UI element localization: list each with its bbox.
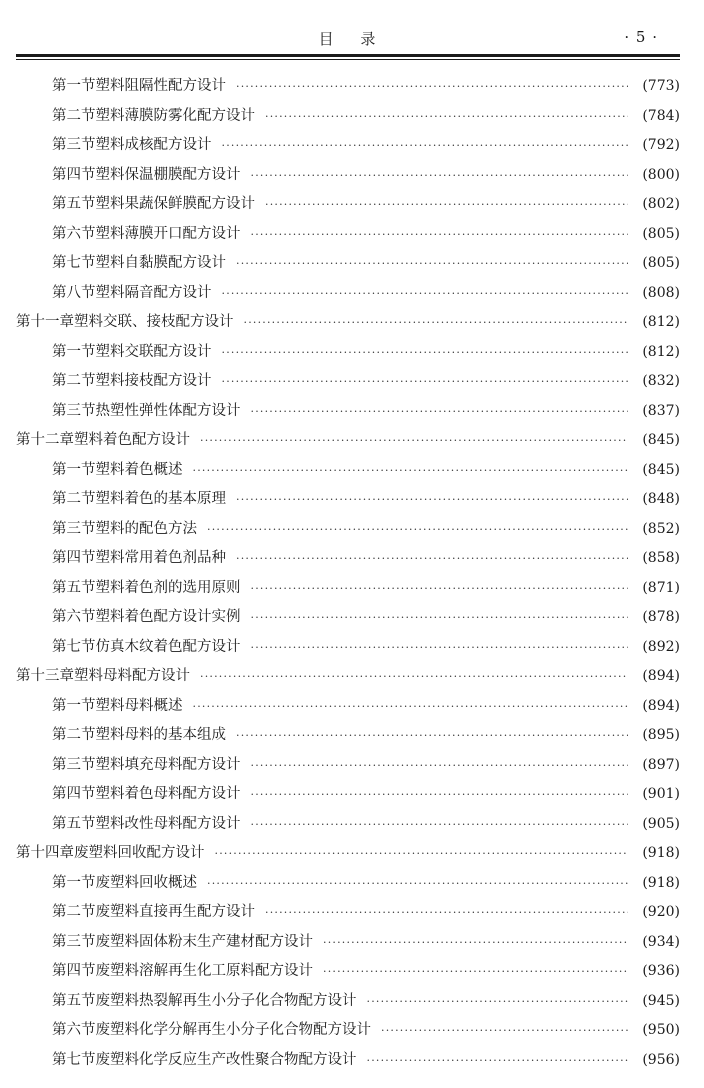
toc-section-entry[interactable] bbox=[16, 338, 680, 368]
dot-leader bbox=[222, 131, 629, 161]
toc-section-entry[interactable] bbox=[16, 397, 680, 427]
dot-leader bbox=[381, 1016, 628, 1046]
toc-section-entry[interactable] bbox=[16, 102, 680, 132]
entry-number: 第四节 bbox=[52, 550, 96, 566]
dot-leader bbox=[367, 987, 629, 1017]
entry-number: 第五节 bbox=[52, 196, 96, 212]
entry-number: 第五节 bbox=[52, 992, 96, 1009]
entry-title: 塑料母料概述 bbox=[95, 697, 183, 714]
toc-section-entry[interactable] bbox=[16, 692, 680, 722]
dot-leader bbox=[207, 515, 628, 545]
toc-section-entry[interactable] bbox=[16, 161, 680, 191]
entry-page: (784) bbox=[642, 107, 680, 124]
entry-title: 废塑料回收概述 bbox=[95, 874, 197, 891]
entry-title: 仿真木纹着色配方设计 bbox=[95, 638, 241, 655]
entry-page: (802) bbox=[642, 196, 680, 212]
entry-title: 塑料隔音配方设计 bbox=[95, 284, 212, 301]
entry-title: 废塑料回收配方设计 bbox=[74, 845, 205, 861]
entry-number: 第三节 bbox=[52, 402, 96, 419]
entry-number: 第四节 bbox=[52, 166, 96, 183]
entry-page: (773) bbox=[642, 78, 680, 94]
dot-leader bbox=[251, 161, 629, 191]
entry-number: 第四节 bbox=[52, 963, 96, 979]
entry-page: (812) bbox=[642, 314, 680, 330]
entry-title: 塑料改性母料配方设计 bbox=[95, 815, 241, 832]
entry-number: 第一节 bbox=[52, 78, 96, 94]
entry-number: 第一节 bbox=[52, 874, 96, 891]
toc-chapter-entry[interactable] bbox=[16, 426, 680, 456]
entry-page: (934) bbox=[642, 933, 680, 950]
dot-leader bbox=[207, 869, 628, 899]
toc-section-entry[interactable] bbox=[16, 898, 680, 928]
entry-page: (945) bbox=[642, 992, 680, 1009]
entry-title: 塑料着色配方设计实例 bbox=[95, 609, 241, 625]
entry-page: (905) bbox=[642, 815, 680, 832]
header-rule-thick bbox=[16, 54, 680, 57]
toc-section-entry[interactable] bbox=[16, 957, 680, 987]
toc-section-entry[interactable] bbox=[16, 544, 680, 574]
entry-number: 第二节 bbox=[52, 727, 96, 743]
entry-number: 第三节 bbox=[52, 137, 96, 153]
toc-section-entry[interactable] bbox=[16, 220, 680, 250]
entry-page: (852) bbox=[642, 520, 680, 537]
entry-page: (871) bbox=[642, 579, 680, 596]
running-header bbox=[16, 28, 680, 52]
dot-leader bbox=[265, 898, 628, 928]
toc-section-entry[interactable] bbox=[16, 279, 680, 309]
entry-page: (918) bbox=[642, 874, 680, 891]
dot-leader bbox=[215, 839, 629, 869]
entry-page: (936) bbox=[642, 963, 680, 979]
entry-page: (894) bbox=[642, 697, 680, 714]
entry-title: 塑料阻隔性配方设计 bbox=[95, 78, 226, 94]
entry-page: (792) bbox=[642, 137, 680, 153]
entry-title: 塑料交联配方设计 bbox=[95, 343, 212, 360]
toc-section-entry[interactable] bbox=[16, 1016, 680, 1046]
entry-page: (832) bbox=[642, 373, 680, 389]
entry-number: 第七节 bbox=[52, 255, 96, 271]
dot-leader bbox=[323, 928, 628, 958]
dot-leader bbox=[265, 102, 628, 132]
entry-number: 第二节 bbox=[52, 491, 96, 507]
entry-title: 塑料母料的基本组成 bbox=[95, 727, 226, 743]
entry-number: 第三节 bbox=[52, 756, 96, 773]
dot-leader bbox=[236, 485, 628, 515]
entry-number: 第一节 bbox=[52, 697, 96, 714]
entry-page: (845) bbox=[642, 432, 680, 448]
entry-page: (956) bbox=[642, 1051, 680, 1068]
entry-page: (920) bbox=[642, 904, 680, 920]
entry-title: 塑料常用着色剂品种 bbox=[95, 550, 226, 566]
toc-section-entry[interactable] bbox=[16, 249, 680, 279]
dot-leader bbox=[200, 426, 628, 456]
dot-leader bbox=[251, 751, 629, 781]
dot-leader bbox=[251, 810, 629, 840]
entry-title: 塑料母料配方设计 bbox=[74, 668, 190, 684]
dot-leader bbox=[236, 249, 628, 279]
dot-leader bbox=[244, 308, 629, 338]
toc-section-entry[interactable] bbox=[16, 485, 680, 515]
toc-section-entry[interactable] bbox=[16, 574, 680, 604]
entry-number: 第二节 bbox=[52, 373, 96, 389]
entry-number: 第二节 bbox=[52, 107, 96, 124]
dot-leader bbox=[222, 367, 629, 397]
entry-number: 第六节 bbox=[52, 1022, 96, 1038]
entry-title: 废塑料溶解再生化工原料配方设计 bbox=[95, 963, 313, 979]
toc-section-entry[interactable] bbox=[16, 131, 680, 161]
dot-leader bbox=[200, 662, 628, 692]
entry-title: 塑料着色配方设计 bbox=[74, 432, 190, 448]
entry-number: 第六节 bbox=[52, 609, 96, 625]
entry-title: 塑料保温棚膜配方设计 bbox=[95, 166, 241, 183]
entry-page: (800) bbox=[642, 166, 680, 183]
entry-title: 塑料着色母料配方设计 bbox=[95, 786, 241, 802]
dot-leader bbox=[222, 279, 629, 309]
entry-number: 第八节 bbox=[52, 284, 96, 301]
entry-title: 塑料着色剂的选用原则 bbox=[95, 579, 241, 596]
entry-number: 第三节 bbox=[52, 520, 96, 537]
entry-page: (894) bbox=[642, 668, 680, 684]
toc-list bbox=[16, 72, 680, 1075]
entry-page: (897) bbox=[642, 756, 680, 773]
entry-title: 废塑料化学分解再生小分子化合物配方设计 bbox=[95, 1022, 371, 1038]
dot-leader bbox=[251, 603, 629, 633]
entry-page: (892) bbox=[642, 638, 680, 655]
entry-number: 第五节 bbox=[52, 579, 96, 596]
toc-section-entry[interactable] bbox=[16, 515, 680, 545]
entry-page: (812) bbox=[642, 343, 680, 360]
toc-chapter-entry[interactable] bbox=[16, 308, 680, 338]
toc-section-entry[interactable] bbox=[16, 603, 680, 633]
header-rule-thin bbox=[16, 59, 680, 60]
entry-page: (901) bbox=[642, 786, 680, 802]
toc-section-entry[interactable] bbox=[16, 1046, 680, 1076]
toc-section-entry[interactable] bbox=[16, 869, 680, 899]
entry-title: 废塑料化学反应生产改性聚合物配方设计 bbox=[95, 1051, 357, 1068]
toc-section-entry[interactable] bbox=[16, 810, 680, 840]
entry-page: (858) bbox=[642, 550, 680, 566]
toc-section-entry[interactable] bbox=[16, 633, 680, 663]
entry-number: 第十四章 bbox=[16, 845, 74, 861]
entry-page: (848) bbox=[642, 491, 680, 507]
toc-section-entry[interactable] bbox=[16, 721, 680, 751]
dot-leader bbox=[323, 957, 628, 987]
entry-number: 第一节 bbox=[52, 343, 96, 360]
entry-number: 第二节 bbox=[52, 904, 96, 920]
entry-title: 塑料的配色方法 bbox=[95, 520, 197, 537]
entry-page: (918) bbox=[642, 845, 680, 861]
dot-leader bbox=[367, 1046, 629, 1076]
entry-page: (805) bbox=[642, 255, 680, 271]
entry-number: 第七节 bbox=[52, 1051, 96, 1068]
entry-number: 第七节 bbox=[52, 638, 96, 655]
entry-title: 塑料着色的基本原理 bbox=[95, 491, 226, 507]
toc-section-entry[interactable] bbox=[16, 190, 680, 220]
toc-chapter-entry[interactable] bbox=[16, 839, 680, 869]
dot-leader bbox=[251, 397, 629, 427]
toc-section-entry[interactable] bbox=[16, 928, 680, 958]
dot-leader bbox=[236, 544, 628, 574]
toc-chapter-entry[interactable] bbox=[16, 662, 680, 692]
entry-title: 废塑料固体粉末生产建材配方设计 bbox=[95, 933, 313, 950]
entry-number: 第十二章 bbox=[16, 432, 74, 448]
entry-number: 第四节 bbox=[52, 786, 96, 802]
dot-leader bbox=[236, 721, 628, 751]
page-number: · 5 · bbox=[624, 28, 658, 46]
dot-leader bbox=[236, 72, 628, 102]
toc-section-entry[interactable] bbox=[16, 987, 680, 1017]
entry-title: 热塑性弹性体配方设计 bbox=[95, 402, 241, 419]
toc-section-entry[interactable] bbox=[16, 456, 680, 486]
dot-leader bbox=[193, 456, 629, 486]
dot-leader bbox=[251, 574, 629, 604]
entry-page: (845) bbox=[642, 461, 680, 478]
entry-title: 塑料薄膜防雾化配方设计 bbox=[95, 107, 255, 124]
toc-section-entry[interactable] bbox=[16, 72, 680, 102]
entry-number: 第五节 bbox=[52, 815, 96, 832]
dot-leader bbox=[251, 633, 629, 663]
entry-page: (878) bbox=[642, 609, 680, 625]
entry-page: (837) bbox=[642, 402, 680, 419]
entry-number: 第十一章 bbox=[16, 314, 74, 330]
entry-title: 塑料填充母料配方设计 bbox=[95, 756, 241, 773]
entry-number: 第三节 bbox=[52, 933, 96, 950]
dot-leader bbox=[251, 780, 629, 810]
entry-title: 废塑料直接再生配方设计 bbox=[95, 904, 255, 920]
dot-leader bbox=[251, 220, 629, 250]
toc-section-entry[interactable] bbox=[16, 367, 680, 397]
entry-page: (895) bbox=[642, 727, 680, 743]
entry-title: 塑料接枝配方设计 bbox=[95, 373, 212, 389]
entry-number: 第六节 bbox=[52, 225, 96, 242]
header-title: 目 录 bbox=[318, 30, 378, 48]
entry-number: 第十三章 bbox=[16, 668, 74, 684]
entry-title: 塑料着色概述 bbox=[95, 461, 183, 478]
dot-leader bbox=[222, 338, 629, 368]
entry-title: 塑料自黏膜配方设计 bbox=[95, 255, 226, 271]
entry-number: 第一节 bbox=[52, 461, 96, 478]
toc-section-entry[interactable] bbox=[16, 751, 680, 781]
entry-page: (950) bbox=[642, 1022, 680, 1038]
dot-leader bbox=[193, 692, 629, 722]
dot-leader bbox=[265, 190, 628, 220]
entry-page: (808) bbox=[642, 284, 680, 301]
toc-section-entry[interactable] bbox=[16, 780, 680, 810]
entry-page: (805) bbox=[642, 225, 680, 242]
entry-title: 塑料交联、接枝配方设计 bbox=[74, 314, 234, 330]
entry-title: 塑料薄膜开口配方设计 bbox=[95, 225, 241, 242]
entry-title: 废塑料热裂解再生小分子化合物配方设计 bbox=[95, 992, 357, 1009]
entry-title: 塑料成核配方设计 bbox=[95, 137, 212, 153]
entry-title: 塑料果蔬保鲜膜配方设计 bbox=[95, 196, 255, 212]
